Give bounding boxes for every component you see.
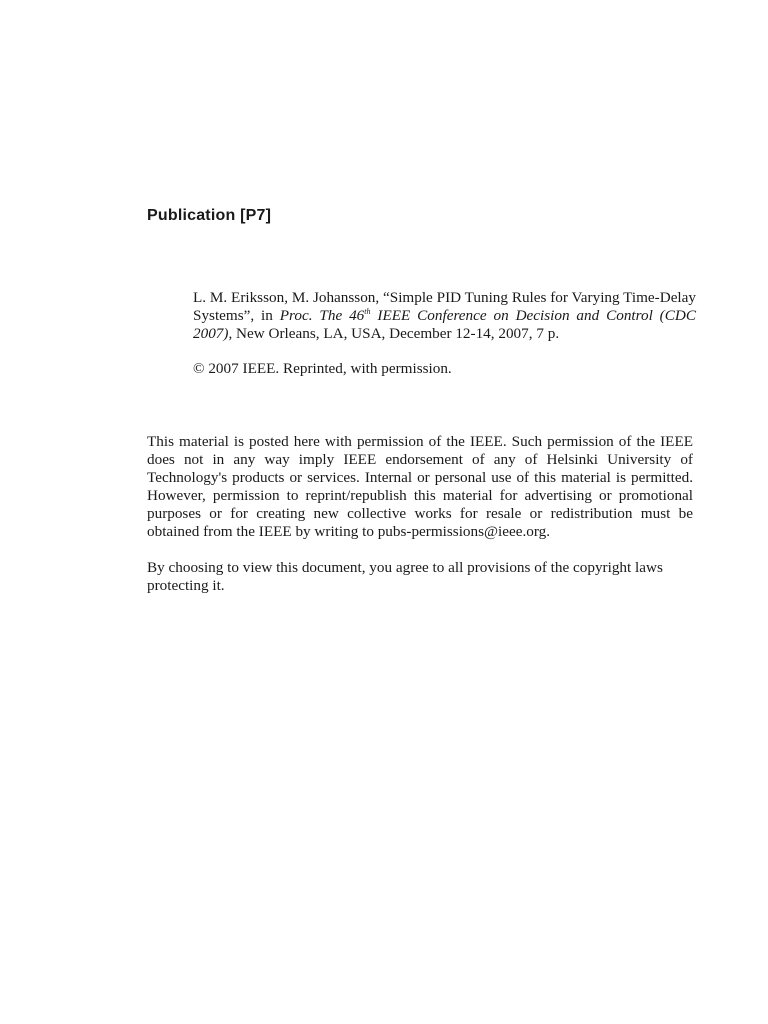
citation-authors-title: L. M. Eriksson, M. Johansson, “Simple PID Tuning Rules for Varying Time-Delay Systems”, in: [193, 289, 696, 324]
citation-block: [193, 289, 696, 378]
agreement-notice: By choosing to view this document, you agree to all provisions of the copyright laws protecting it.: [147, 559, 663, 594]
permission-notice: This material is posted here with permission of the IEEE. Such permission of the IEEE does not in any way imply IEEE endorsement of any of Helsinki University of Technology's products or services. Internal or personal use of this material is permitted. However, permission to reprint/republish this material for advertising or promotional purposes or for creating new collective works for resale or redistribution must be obtained from the IEEE by writing to pubs-permissions@ieee.org.: [147, 433, 693, 540]
citation-text: [193, 289, 696, 343]
page-title: Publication [P7]: [147, 207, 272, 224]
permission-notice-block: [147, 433, 693, 595]
citation-proceedings-prefix: Proc. The 46: [279, 307, 365, 324]
copyright-line: © 2007 IEEE. Reprinted, with permission.: [193, 360, 452, 377]
citation-proceedings-suffix: IEEE Conference on Decision and Control (CDC 2007): [193, 307, 696, 342]
citation-ordinal-superscript: th: [364, 306, 371, 316]
citation-location-date: , New Orleans, LA, USA, December 12-14, 2007, 7 p.: [228, 325, 560, 342]
